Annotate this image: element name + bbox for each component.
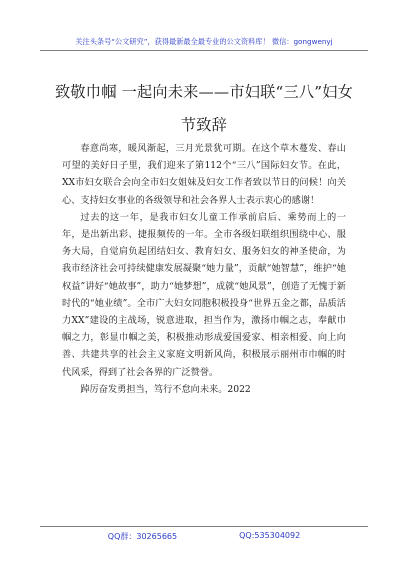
document-body xyxy=(62,140,346,398)
footer-qq-contact: QQ:535304092 xyxy=(239,531,301,540)
header-divider xyxy=(40,50,368,51)
paragraph: 春意尚寒，暖风渐起，三月光景犹可期。在这个草木蔓发、春山可望的美好日子里，我们迎来了第112个“三八”国际妇女节。在此，XX市妇女联合会向全市妇女姐妹及妇女工作者致以节日的问候！向关心、支持妇女事业的各级领导和社会各界人士表示衷心的感谢！ xyxy=(62,143,346,206)
footer xyxy=(40,531,368,542)
paragraph: 过去的这一年，是我市妇女儿童工作承前启后、乘势而上的一年，是出新出彩、捷报频传的一年。全市各级妇联组织围绕中心、服务大局，自觉肩负起团结妇女、教育妇女、服务妇女的神圣使命，为我市经济社会可持续健康发展凝聚“她力量”，贡献“她智慧”，维护“她权益”讲好“她故事”，助力“她梦想”，成就“她风景”，创造了无愧于新时代的“她业绩”。全市广大妇女同胞积极投身“世界五金之都，品质活力XX”建设的主战场，锐意进取，担当作为，激扬巾帼之志，奉献巾帼之力，彰显巾帼之美，积极推动形成爱国爱家、相亲相爱、向上向善、共建共享的社会主义家庭文明新风尚，积极展示丽州市巾帼的时代风采，得到了社会各界的广泛赞誉。 xyxy=(62,211,346,378)
document-title: 致敬巾帼 一起向未来——市妇联“三八”妇女节致辞 xyxy=(55,83,353,135)
footer-qq-group: QQ群：30265665 xyxy=(107,532,178,541)
paragraph: 踔厉奋发勇担当，笃行不怠向未来。2022 xyxy=(80,383,251,395)
header-note: 关注头条号“公文研究”，获得最新最全最专业的公文资料库！ 微信：gongwenyj xyxy=(75,37,333,46)
footer-divider xyxy=(40,526,368,527)
